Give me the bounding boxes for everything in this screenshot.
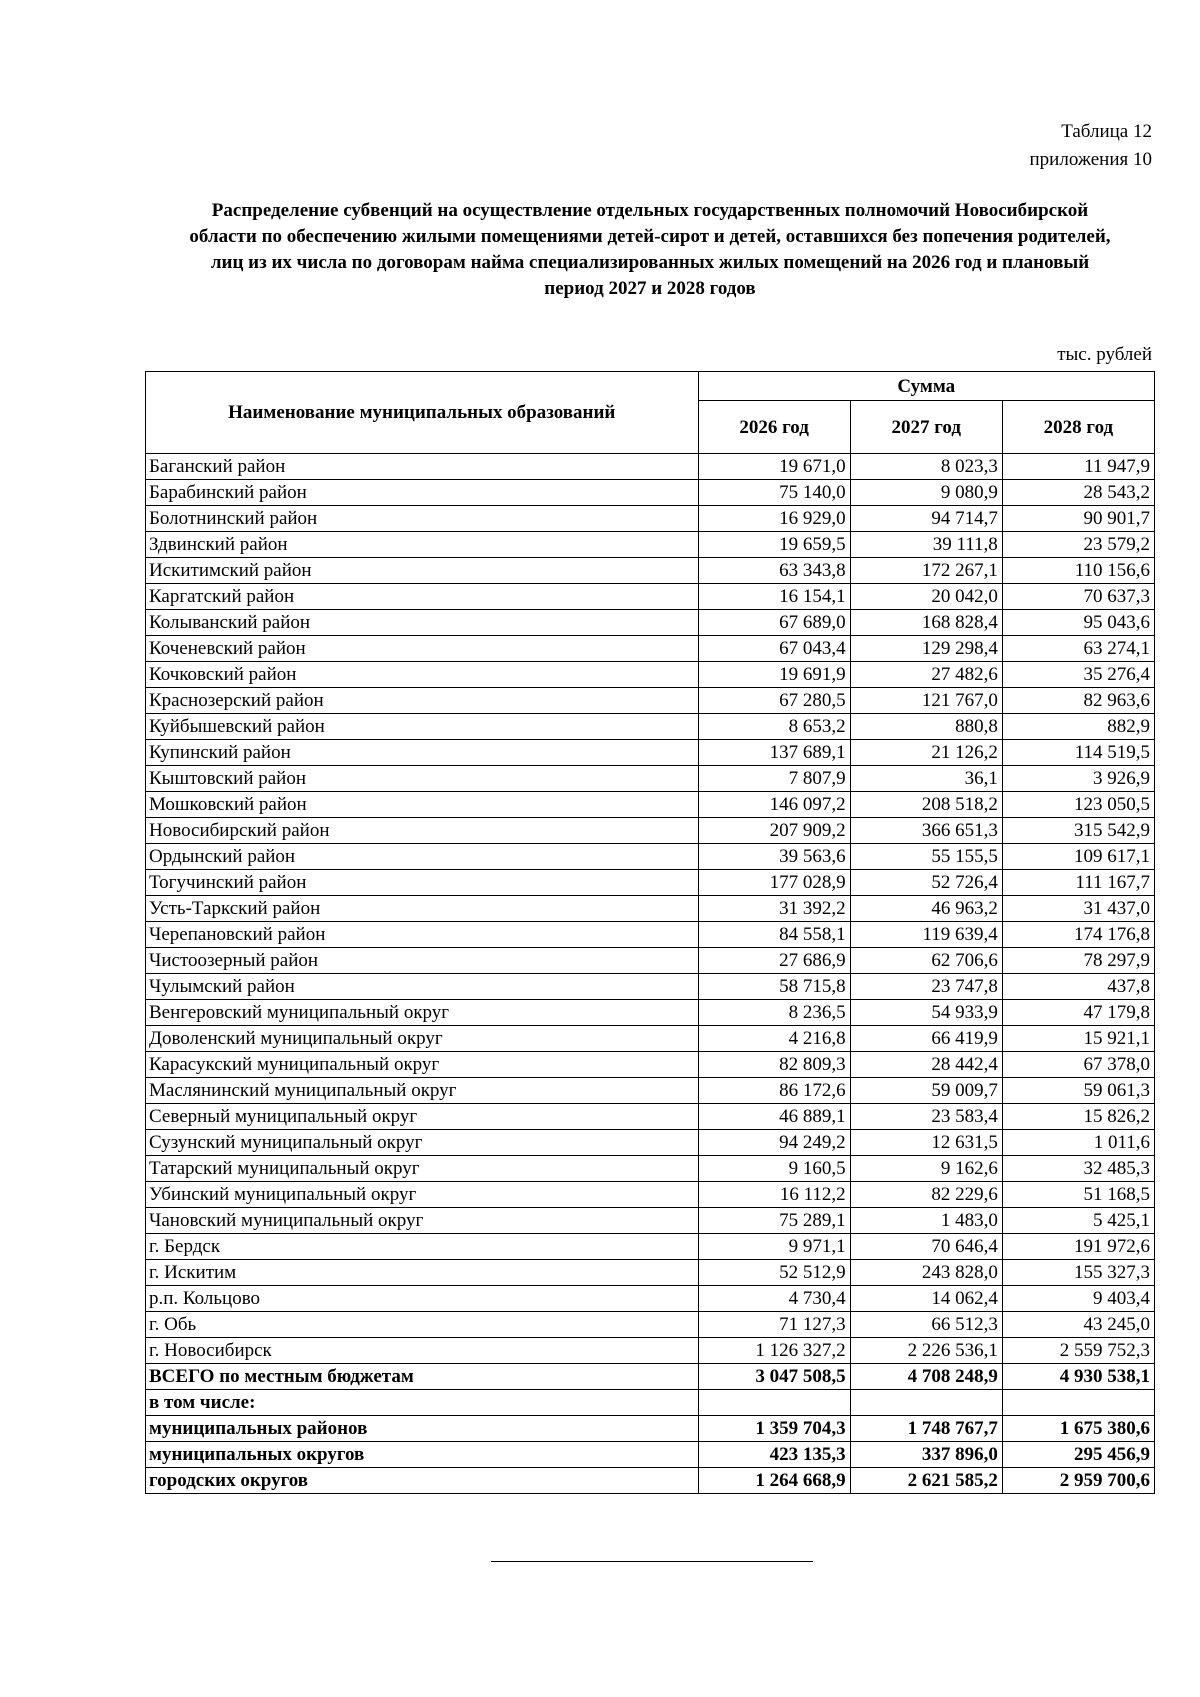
table-row: [146, 688, 1155, 714]
cell-2026: 82 809,3: [698, 1052, 850, 1078]
table-reference: [1030, 118, 1152, 174]
cell-name: Доволенский муниципальный округ: [146, 1026, 699, 1052]
units-label: тыс. рублей: [1057, 344, 1152, 365]
cell-name: Каргатский район: [146, 584, 699, 610]
cell-name: Барабинский район: [146, 480, 699, 506]
table-row: [146, 1130, 1155, 1156]
cell-2028: 4 930 538,1: [1002, 1364, 1154, 1390]
cell-2027: 23 747,8: [850, 974, 1002, 1000]
closing-rule: [491, 1561, 813, 1562]
table-row: [146, 1104, 1155, 1130]
table-row: [146, 1052, 1155, 1078]
cell-2028: 82 963,6: [1002, 688, 1154, 714]
cell-2026: 8 236,5: [698, 1000, 850, 1026]
cell-2026: 19 671,0: [698, 454, 850, 480]
cell-name: г. Новосибирск: [146, 1338, 699, 1364]
table-row: [146, 1442, 1155, 1468]
table-row: [146, 1208, 1155, 1234]
table-row: [146, 714, 1155, 740]
cell-name: Купинский район: [146, 740, 699, 766]
column-header-2027: 2027 год: [850, 401, 1002, 454]
cell-name: Черепановский район: [146, 922, 699, 948]
cell-2028: 35 276,4: [1002, 662, 1154, 688]
table-row: [146, 818, 1155, 844]
cell-2026: 1 126 327,2: [698, 1338, 850, 1364]
table-row: [146, 532, 1155, 558]
cell-2027: 36,1: [850, 766, 1002, 792]
cell-name: Карасукский муниципальный округ: [146, 1052, 699, 1078]
cell-2027: 4 708 248,9: [850, 1364, 1002, 1390]
cell-2026: 58 715,8: [698, 974, 850, 1000]
cell-2028: 1 011,6: [1002, 1130, 1154, 1156]
cell-2027: 208 518,2: [850, 792, 1002, 818]
table-label: Таблица 12: [1061, 121, 1152, 142]
cell-2027: 55 155,5: [850, 844, 1002, 870]
cell-2028: 111 167,7: [1002, 870, 1154, 896]
cell-2027: 243 828,0: [850, 1260, 1002, 1286]
cell-2028: 67 378,0: [1002, 1052, 1154, 1078]
cell-2028: 123 050,5: [1002, 792, 1154, 818]
cell-2027: 62 706,6: [850, 948, 1002, 974]
cell-name: Маслянинский муниципальный округ: [146, 1078, 699, 1104]
cell-2027: 59 009,7: [850, 1078, 1002, 1104]
table-row: [146, 1390, 1155, 1416]
cell-2028: 110 156,6: [1002, 558, 1154, 584]
cell-2028: 15 826,2: [1002, 1104, 1154, 1130]
cell-2026: [698, 1390, 850, 1416]
table-row: [146, 922, 1155, 948]
cell-2027: 337 896,0: [850, 1442, 1002, 1468]
cell-2028: 109 617,1: [1002, 844, 1154, 870]
cell-name: Усть-Таркский район: [146, 896, 699, 922]
cell-2026: 31 392,2: [698, 896, 850, 922]
document-title: [140, 198, 1160, 302]
cell-2027: 66 512,3: [850, 1312, 1002, 1338]
cell-name: Сузунский муниципальный округ: [146, 1130, 699, 1156]
cell-name: Новосибирский район: [146, 818, 699, 844]
title-line-1: Распределение субвенций на осуществление отдельных государственных полномочий Новосибирской: [211, 200, 1089, 221]
column-header-2028: 2028 год: [1002, 401, 1154, 454]
table-row: [146, 1416, 1155, 1442]
cell-2026: 52 512,9: [698, 1260, 850, 1286]
cell-2027: 28 442,4: [850, 1052, 1002, 1078]
table-row: [146, 948, 1155, 974]
cell-name: Венгеровский муниципальный округ: [146, 1000, 699, 1026]
cell-2026: 75 140,0: [698, 480, 850, 506]
cell-2027: 82 229,6: [850, 1182, 1002, 1208]
cell-2028: 191 972,6: [1002, 1234, 1154, 1260]
table-row: [146, 1364, 1155, 1390]
cell-2026: 19 691,9: [698, 662, 850, 688]
cell-2027: 66 419,9: [850, 1026, 1002, 1052]
cell-2026: 1 359 704,3: [698, 1416, 850, 1442]
cell-2028: 23 579,2: [1002, 532, 1154, 558]
cell-2027: 14 062,4: [850, 1286, 1002, 1312]
cell-2027: 70 646,4: [850, 1234, 1002, 1260]
cell-name: г. Обь: [146, 1312, 699, 1338]
cell-2027: 2 226 536,1: [850, 1338, 1002, 1364]
cell-2027: 172 267,1: [850, 558, 1002, 584]
cell-2027: 23 583,4: [850, 1104, 1002, 1130]
cell-2028: 95 043,6: [1002, 610, 1154, 636]
table-row: [146, 844, 1155, 870]
cell-name: Тогучинский район: [146, 870, 699, 896]
cell-2028: 2 559 752,3: [1002, 1338, 1154, 1364]
cell-name: Чановский муниципальный округ: [146, 1208, 699, 1234]
table-row: [146, 1260, 1155, 1286]
cell-2026: 207 909,2: [698, 818, 850, 844]
cell-2026: 75 289,1: [698, 1208, 850, 1234]
cell-2028: 2 959 700,6: [1002, 1468, 1154, 1494]
title-line-2: области по обеспечению жилыми помещениями детей-сирот и детей, оставшихся без попечения родителей,: [189, 226, 1111, 247]
header-row-top: [146, 372, 1155, 401]
cell-2027: 2 621 585,2: [850, 1468, 1002, 1494]
cell-2026: 67 689,0: [698, 610, 850, 636]
table-row: [146, 480, 1155, 506]
table-body: [146, 454, 1155, 1494]
cell-2027: 1 748 767,7: [850, 1416, 1002, 1442]
cell-2028: 882,9: [1002, 714, 1154, 740]
cell-name: в том числе:: [146, 1390, 699, 1416]
table-row: [146, 870, 1155, 896]
table-row: [146, 1468, 1155, 1494]
cell-name: Баганский район: [146, 454, 699, 480]
subvention-table: [145, 371, 1155, 1494]
table-row: [146, 1338, 1155, 1364]
title-line-4: период 2027 и 2028 годов: [544, 278, 756, 299]
table-row: [146, 584, 1155, 610]
cell-2028: 15 921,1: [1002, 1026, 1154, 1052]
table-row: [146, 740, 1155, 766]
cell-2027: 27 482,6: [850, 662, 1002, 688]
cell-2026: 8 653,2: [698, 714, 850, 740]
cell-2027: 94 714,7: [850, 506, 1002, 532]
cell-2026: 146 097,2: [698, 792, 850, 818]
cell-name: Искитимский район: [146, 558, 699, 584]
cell-name: г. Искитим: [146, 1260, 699, 1286]
cell-2028: 31 437,0: [1002, 896, 1154, 922]
table-row: [146, 558, 1155, 584]
cell-2026: 67 043,4: [698, 636, 850, 662]
table-row: [146, 454, 1155, 480]
cell-2027: 21 126,2: [850, 740, 1002, 766]
cell-2028: 28 543,2: [1002, 480, 1154, 506]
cell-2028: 47 179,8: [1002, 1000, 1154, 1026]
title-line-3: лиц из их числа по договорам найма специализированных жилых помещений на 2026 год и плановый: [210, 252, 1090, 273]
cell-name: Болотнинский район: [146, 506, 699, 532]
cell-2026: 16 112,2: [698, 1182, 850, 1208]
cell-2028: 1 675 380,6: [1002, 1416, 1154, 1442]
table-row: [146, 1026, 1155, 1052]
table-row: [146, 792, 1155, 818]
appendix-label: приложения 10: [1029, 149, 1152, 170]
cell-2026: 177 028,9: [698, 870, 850, 896]
cell-name: Коченевский район: [146, 636, 699, 662]
cell-name: муниципальных округов: [146, 1442, 699, 1468]
cell-2027: 54 933,9: [850, 1000, 1002, 1026]
cell-name: Здвинский район: [146, 532, 699, 558]
cell-name: Колыванский район: [146, 610, 699, 636]
cell-2028: 78 297,9: [1002, 948, 1154, 974]
cell-2026: 9 160,5: [698, 1156, 850, 1182]
cell-2026: 46 889,1: [698, 1104, 850, 1130]
table-row: [146, 1286, 1155, 1312]
cell-2026: 9 971,1: [698, 1234, 850, 1260]
table-row: [146, 1078, 1155, 1104]
cell-2027: 9 162,6: [850, 1156, 1002, 1182]
cell-2026: 16 929,0: [698, 506, 850, 532]
cell-name: р.п. Кольцово: [146, 1286, 699, 1312]
cell-2026: 7 807,9: [698, 766, 850, 792]
table-row: [146, 974, 1155, 1000]
cell-2026: 27 686,9: [698, 948, 850, 974]
cell-2028: 174 176,8: [1002, 922, 1154, 948]
cell-name: Мошковский район: [146, 792, 699, 818]
cell-2028: 437,8: [1002, 974, 1154, 1000]
cell-2028: [1002, 1390, 1154, 1416]
cell-name: Кыштовский район: [146, 766, 699, 792]
cell-name: Чулымский район: [146, 974, 699, 1000]
cell-2027: 12 631,5: [850, 1130, 1002, 1156]
table-row: [146, 1234, 1155, 1260]
table-row: [146, 1156, 1155, 1182]
table-row: [146, 1000, 1155, 1026]
cell-2027: 880,8: [850, 714, 1002, 740]
cell-2028: 315 542,9: [1002, 818, 1154, 844]
cell-2026: 19 659,5: [698, 532, 850, 558]
cell-name: г. Бердск: [146, 1234, 699, 1260]
cell-2027: 121 767,0: [850, 688, 1002, 714]
cell-2028: 295 456,9: [1002, 1442, 1154, 1468]
cell-name: Куйбышевский район: [146, 714, 699, 740]
cell-2027: 39 111,8: [850, 532, 1002, 558]
cell-2027: 8 023,3: [850, 454, 1002, 480]
cell-name: Кочковский район: [146, 662, 699, 688]
cell-name: Убинский муниципальный округ: [146, 1182, 699, 1208]
cell-2027: 1 483,0: [850, 1208, 1002, 1234]
cell-2026: 71 127,3: [698, 1312, 850, 1338]
cell-2028: 5 425,1: [1002, 1208, 1154, 1234]
table-row: [146, 636, 1155, 662]
table-row: [146, 1312, 1155, 1338]
cell-2026: 67 280,5: [698, 688, 850, 714]
cell-2026: 4 730,4: [698, 1286, 850, 1312]
table-row: [146, 610, 1155, 636]
cell-2026: 1 264 668,9: [698, 1468, 850, 1494]
cell-name: Северный муниципальный округ: [146, 1104, 699, 1130]
table-row: [146, 1182, 1155, 1208]
cell-2026: 86 172,6: [698, 1078, 850, 1104]
cell-2028: 70 637,3: [1002, 584, 1154, 610]
cell-name: городских округов: [146, 1468, 699, 1494]
cell-2027: 366 651,3: [850, 818, 1002, 844]
cell-2028: 11 947,9: [1002, 454, 1154, 480]
cell-2028: 63 274,1: [1002, 636, 1154, 662]
cell-2028: 43 245,0: [1002, 1312, 1154, 1338]
cell-2027: 46 963,2: [850, 896, 1002, 922]
cell-2026: 4 216,8: [698, 1026, 850, 1052]
cell-2027: [850, 1390, 1002, 1416]
cell-name: ВСЕГО по местным бюджетам: [146, 1364, 699, 1390]
cell-2026: 94 249,2: [698, 1130, 850, 1156]
table-row: [146, 506, 1155, 532]
cell-name: Чистоозерный район: [146, 948, 699, 974]
cell-name: Татарский муниципальный округ: [146, 1156, 699, 1182]
cell-name: Краснозерский район: [146, 688, 699, 714]
cell-2028: 114 519,5: [1002, 740, 1154, 766]
cell-2026: 84 558,1: [698, 922, 850, 948]
cell-2028: 59 061,3: [1002, 1078, 1154, 1104]
cell-2027: 119 639,4: [850, 922, 1002, 948]
cell-2026: 63 343,8: [698, 558, 850, 584]
table-row: [146, 662, 1155, 688]
cell-2028: 90 901,7: [1002, 506, 1154, 532]
cell-2026: 3 047 508,5: [698, 1364, 850, 1390]
cell-2028: 9 403,4: [1002, 1286, 1154, 1312]
cell-2027: 20 042,0: [850, 584, 1002, 610]
cell-name: Ордынский район: [146, 844, 699, 870]
column-header-name: Наименование муниципальных образований: [146, 372, 699, 454]
cell-2026: 16 154,1: [698, 584, 850, 610]
cell-2027: 52 726,4: [850, 870, 1002, 896]
column-header-sum: Сумма: [698, 372, 1154, 401]
cell-2028: 155 327,3: [1002, 1260, 1154, 1286]
cell-2027: 129 298,4: [850, 636, 1002, 662]
cell-2026: 39 563,6: [698, 844, 850, 870]
cell-2028: 3 926,9: [1002, 766, 1154, 792]
table-row: [146, 896, 1155, 922]
cell-2026: 423 135,3: [698, 1442, 850, 1468]
cell-name: муниципальных районов: [146, 1416, 699, 1442]
column-header-2026: 2026 год: [698, 401, 850, 454]
cell-2028: 51 168,5: [1002, 1182, 1154, 1208]
cell-2026: 137 689,1: [698, 740, 850, 766]
cell-2027: 168 828,4: [850, 610, 1002, 636]
cell-2027: 9 080,9: [850, 480, 1002, 506]
cell-2028: 32 485,3: [1002, 1156, 1154, 1182]
table-row: [146, 766, 1155, 792]
